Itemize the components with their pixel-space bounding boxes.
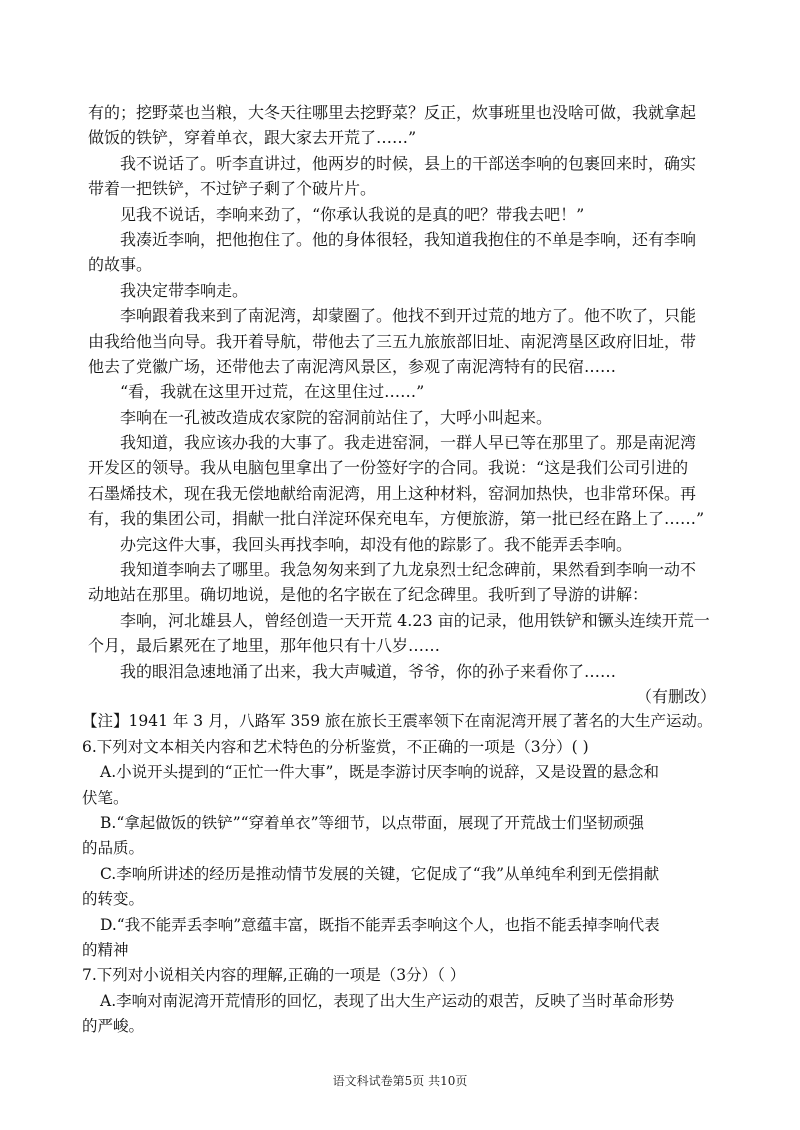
source-note: （有删改） [635,686,716,706]
passage-line: 有的；挖野菜也当粮，大冬天往哪里去挖野菜？反正，炊事班里也没啥可做，我就拿起 [88,103,697,122]
passage-line: 见我不说话，李响来劲了，“你承认我说的是真的吧？带我去吧！” [120,204,585,224]
question-line: 的品质。 [82,839,145,858]
passage-line: 我的眼泪急速地涌了出来，我大声喊道，爷爷，你的孙子来看你了…… [120,661,617,681]
exam-page [82,100,716,1039]
question-line: 的严峻。 [82,1017,145,1036]
passage-line: 他去了党徽广场，还带他去了南泥湾风景区，参观了南泥湾特有的民宿…… [88,356,617,376]
footnote: 【注】1941 年 3 月，八路军 359 旅在旅长王震率领下在南泥湾开展了著名的大生产运动。 [82,712,713,731]
question-line: 6.下列对文本相关内容和艺术特色的分析鉴赏，不正确的一项是（3分）( ) [82,737,589,756]
page-footer: 语文科试卷第5页 共10页 [332,1074,468,1088]
passage-line: 动地站在那里。确切地说，是他的名字嵌在了纪念碑里。我听到了导游的讲解： [88,585,649,605]
passage-line: “看，我就在这里开过荒，在这里住过……” [120,382,425,402]
passage-line: 李响跟着我来到了南泥湾，却蒙圈了。他找不到开过荒的地方了。他不吹了，只能 [120,306,697,326]
passage-body [88,100,716,684]
passage-line: 的故事。 [88,255,153,275]
question-line: A.李响对南泥湾开荒情形的回忆，表现了出大生产运动的艰苦，反映了当时革命形势 [100,991,675,1010]
passage-line: 带着一把铁铲，不过铲子剩了个破片片。 [88,179,377,199]
question-line: D.“我不能弄丢李响”意蕴丰富，既指不能弄丢李响这个人，也指不能丢掉李响代表 [100,915,660,934]
passage-line: 开发区的领导。我从电脑包里拿出了一份签好字的合同。我说：“这是我们公司引进的 [88,458,689,478]
passage-line: 办完这件大事，我回头再找李响，却没有他的踪影了。我不能弄丢李响。 [120,534,633,554]
passage-line: 我不说话了。听李直讲过，他两岁的时候，县上的干部送李响的包裹回来时，确实 [120,153,697,173]
passage-line: 我决定带李响走。 [120,280,249,300]
questions-section [82,735,716,1040]
question-line: 的转变。 [82,890,145,909]
passage-line: 做饭的铁铲，穿着单衣，跟大家去开荒了……” [88,128,417,148]
passage-line: 我凑近李响，把他抱住了。他的身体很轻，我知道我抱住的不单是李响，还有李响 [120,229,697,249]
passage-line: 由我给他当向导。我开着导航，带他去了三五九旅旅部旧址、南泥湾垦区政府旧址，带 [88,331,697,351]
passage-line: 李响，河北雄县人，曾经创造一天开荒 4.23 亩的记录，他用铁铲和镢头连续开荒一 [120,610,710,630]
passage-line: 李响在一孔被改造成农家院的窑洞前站住了，大呼小叫起来。 [120,407,553,427]
passage-line: 我知道，我应该办我的大事了。我走进窑洞，一群人早已等在那里了。那是南泥湾 [120,433,697,453]
question-line: C.李响所讲述的经历是推动情节发展的关键，它促成了“我”从单纯牟利到无偿捐献 [100,864,660,883]
question-line: A.小说开头提到的“正忙一件大事”，既是李游讨厌李响的说辞，又是设置的悬念和 [100,763,659,782]
question-line: 伏笔。 [82,788,129,807]
question-line: B.“拿起做饭的铁铲”“穿着单衣”等细节，以点带面，展现了开荒战士们坚韧顽强 [100,813,645,832]
passage-line: 石墨烯技术，现在我无偿地献给南泥湾，用上这种材料，窑洞加热快，也非常环保。再 [88,483,697,503]
passage-line: 我知道李响去了哪里。我急匆匆来到了九龙泉烈士纪念碑前，果然看到李响一动不 [120,560,697,580]
passage-line: 个月，最后累死在了地里，那年他只有十八岁…… [88,636,441,656]
question-line: 7.下列对小说相关内容的理解,正确的一项是（3分）（ ） [82,966,466,985]
passage-line: 有，我的集团公司，捐献一批白洋淀环保充电车，方便旅游，第一批已经在路上了……” [88,509,705,529]
question-line: 的精神 [82,940,129,959]
